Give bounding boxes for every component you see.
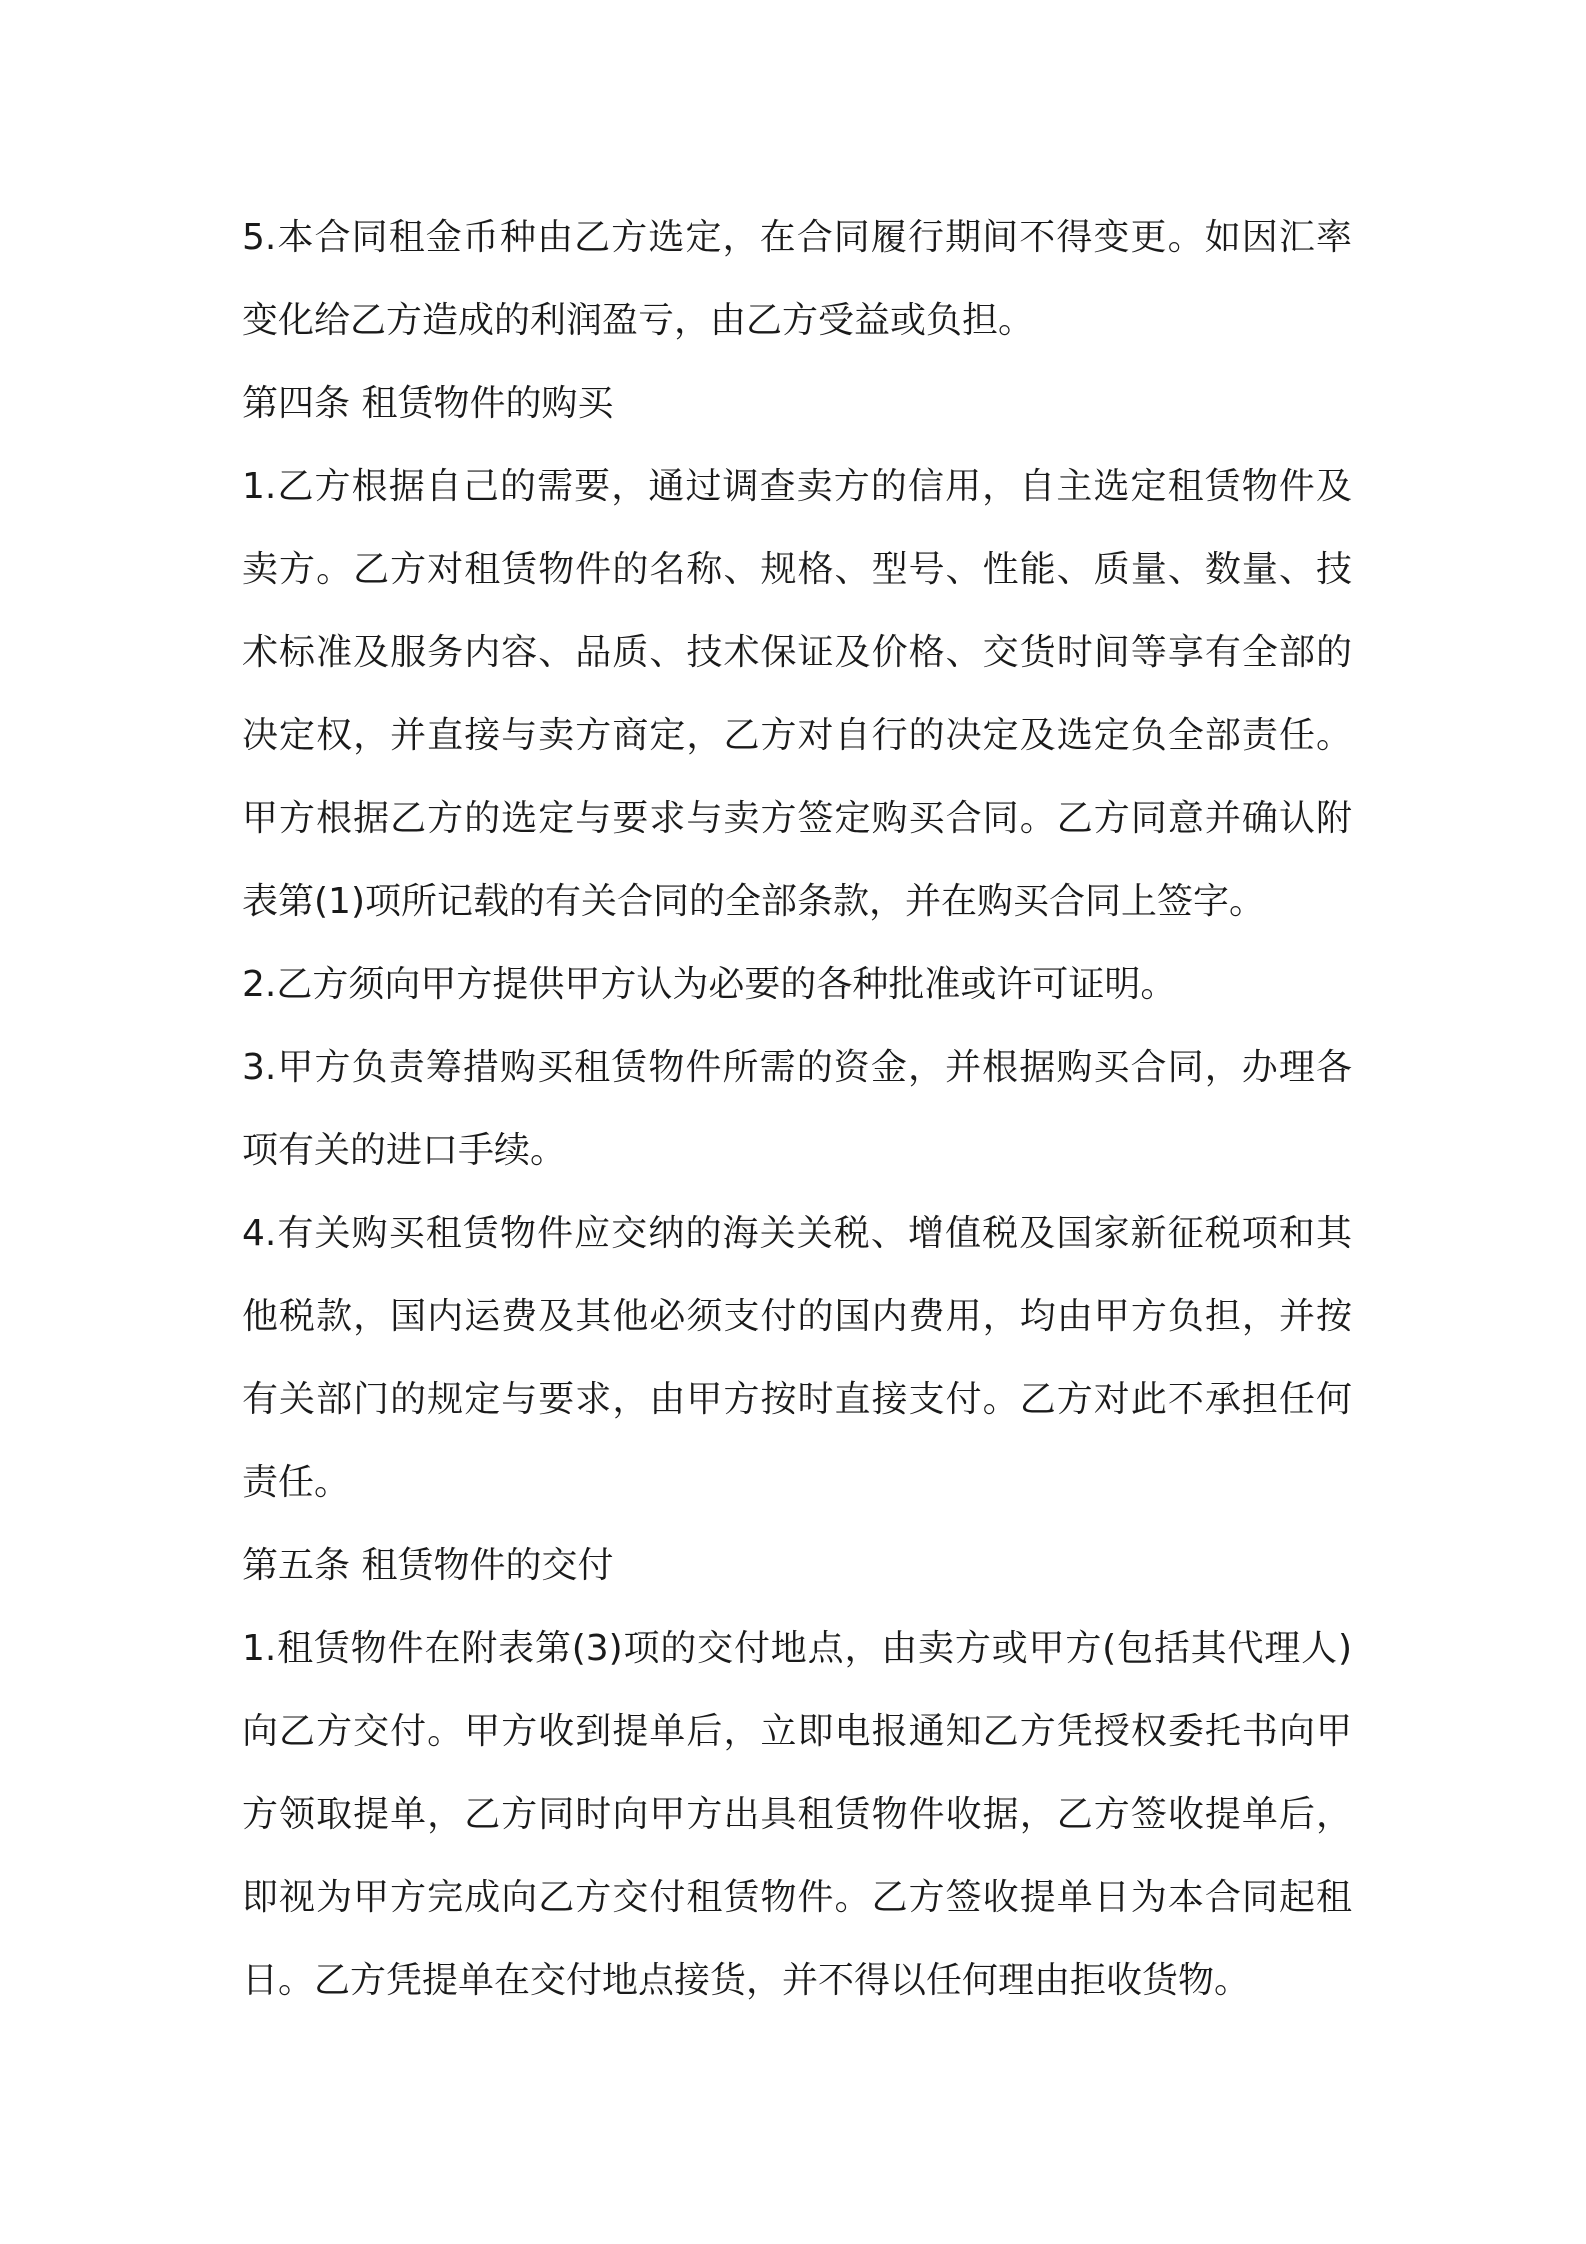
paragraph-5-1-delivery: 1.租赁物件在附表第(3)项的交付地点，由卖方或甲方(包括其代理人)向乙方交付。甲方收到提单后，立即电报通知乙方凭授权委托书向甲方领取提单，乙方同时向甲方出具租赁物件收据，乙方签收提单后，即视为甲方完成向乙方交付租赁物件。乙方签收提单日为本合同起租日。乙方凭提单在交付地点接货，并不得以任何理由拒收货物。 — [242, 1628, 1352, 2001]
paragraph-4-1-selection: 1.乙方根据自己的需要，通过调查卖方的信用，自主选定租赁物件及卖方。乙方对租赁物件的名称、规格、型号、性能、质量、数量、技术标准及服务内容、品质、技术保证及价格、交货时间等享有全部的决定权，并直接与卖方商定，乙方对自行的决定及选定负全部责任。甲方根据乙方的选定与要求与卖方签定购买合同。乙方同意并确认附表第(1)项所记载的有关合同的全部条款，并在购买合同上签字。 — [242, 466, 1352, 922]
section-heading-article-5: 第五条 租赁物件的交付 — [242, 1545, 614, 1586]
paragraph-4-3-funding: 3.甲方负责筹措购买租赁物件所需的资金，并根据购买合同，办理各项有关的进口手续。 — [242, 1047, 1352, 1171]
paragraph-4-2-approval: 2.乙方须向甲方提供甲方认为必要的各种批准或许可证明。 — [242, 964, 1177, 1005]
document-page — [242, 196, 1352, 2022]
paragraph-4-4-taxes: 4.有关购买租赁物件应交纳的海关关税、增值税及国家新征税项和其他税款，国内运费及其他必须支付的国内费用，均由甲方负担，并按有关部门的规定与要求，由甲方按时直接支付。乙方对此不承担任何责任。 — [242, 1213, 1352, 1503]
section-heading-article-4: 第四条 租赁物件的购买 — [242, 383, 614, 424]
paragraph-rent-currency: 5.本合同租金币种由乙方选定，在合同履行期间不得变更。如因汇率变化给乙方造成的利润盈亏，由乙方受益或负担。 — [242, 217, 1352, 341]
